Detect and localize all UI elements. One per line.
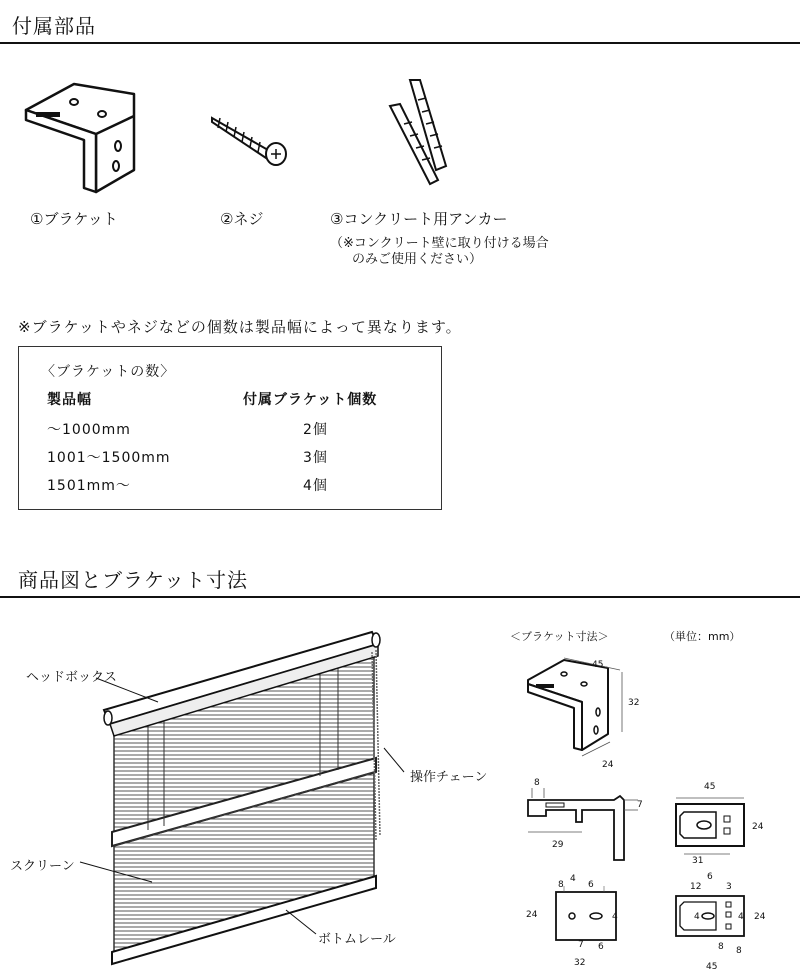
screw-icon [208,110,292,170]
table-cell-count: 4個 [303,478,328,494]
anchor-icon [386,76,456,186]
section-title-accessories: 付属部品 [12,14,96,38]
dim-label: 3 [726,882,732,892]
dim-label: 12 [690,882,702,892]
anchor-note-2: のみご使用ください） [352,252,483,267]
part-label-bracket: ①ブラケット [30,210,118,228]
bracket-front-drawing-2 [668,884,758,954]
bracket-count-table [18,346,442,510]
table-cell-count: 2個 [303,422,328,438]
dim-label: 45 [704,782,716,792]
dim-label: 32 [628,698,640,708]
dim-label: 6 [588,880,594,890]
table-cell-width: ～1000mm [47,422,131,438]
dim-label: 8 [534,778,540,788]
anchor-note: （※コンクリート壁に取り付ける場合 [330,236,549,251]
table-header-count: 付属ブラケット個数 [243,392,378,408]
dim-label: 24 [526,910,538,920]
dims-title: ＜ブラケット寸法＞ [510,630,609,643]
count-note: ※ブラケットやネジなどの個数は製品幅によって異なります。 [18,318,462,336]
section-divider [0,42,800,44]
dim-label: 24 [752,822,764,832]
bracket-iso-drawing [524,656,654,772]
dim-label: 4 [694,912,700,922]
dim-label: 29 [552,840,564,850]
dim-label: 4 [570,874,576,884]
label-headbox: ヘッドボックス [26,670,117,685]
dim-label: 45 [592,660,604,670]
dim-label: 6 [707,872,713,882]
section-title-product: 商品図とブラケット寸法 [18,568,248,592]
bracket-top-drawing [668,794,758,864]
part-label-screw: ②ネジ [220,210,264,228]
dim-label: 8 [558,880,564,890]
label-chain: 操作チェーン [410,770,488,785]
dim-label: 8 [718,942,724,952]
dim-label: 32 [574,958,586,968]
bracket-side-drawing [520,786,644,866]
dim-label: 8 [736,946,742,956]
dim-label: 7 [637,800,643,810]
dim-label: 6 [598,942,604,952]
blind-diagram [0,600,500,978]
label-screen: スクリーン [10,859,75,874]
section-divider [0,596,800,598]
dim-label: 4 [738,912,744,922]
table-header-width: 製品幅 [47,392,92,408]
bracket-icon [22,80,142,196]
dim-label: 7 [578,940,584,950]
dim-label: 4 [612,912,618,922]
part-label-anchor: ③コンクリート用アンカー [330,210,508,228]
table-cell-width: 1501mm～ [47,478,131,494]
dim-label: 45 [706,962,718,972]
dims-unit: （単位：mm） [664,630,741,643]
dim-label: 24 [602,760,614,770]
table-title: 〈ブラケットの数〉 [41,364,176,380]
dim-label: 31 [692,856,704,866]
table-cell-width: 1001～1500mm [47,450,171,466]
label-bottom-rail: ボトムレール [318,932,396,947]
dim-label: 24 [754,912,766,922]
table-cell-count: 3個 [303,450,328,466]
